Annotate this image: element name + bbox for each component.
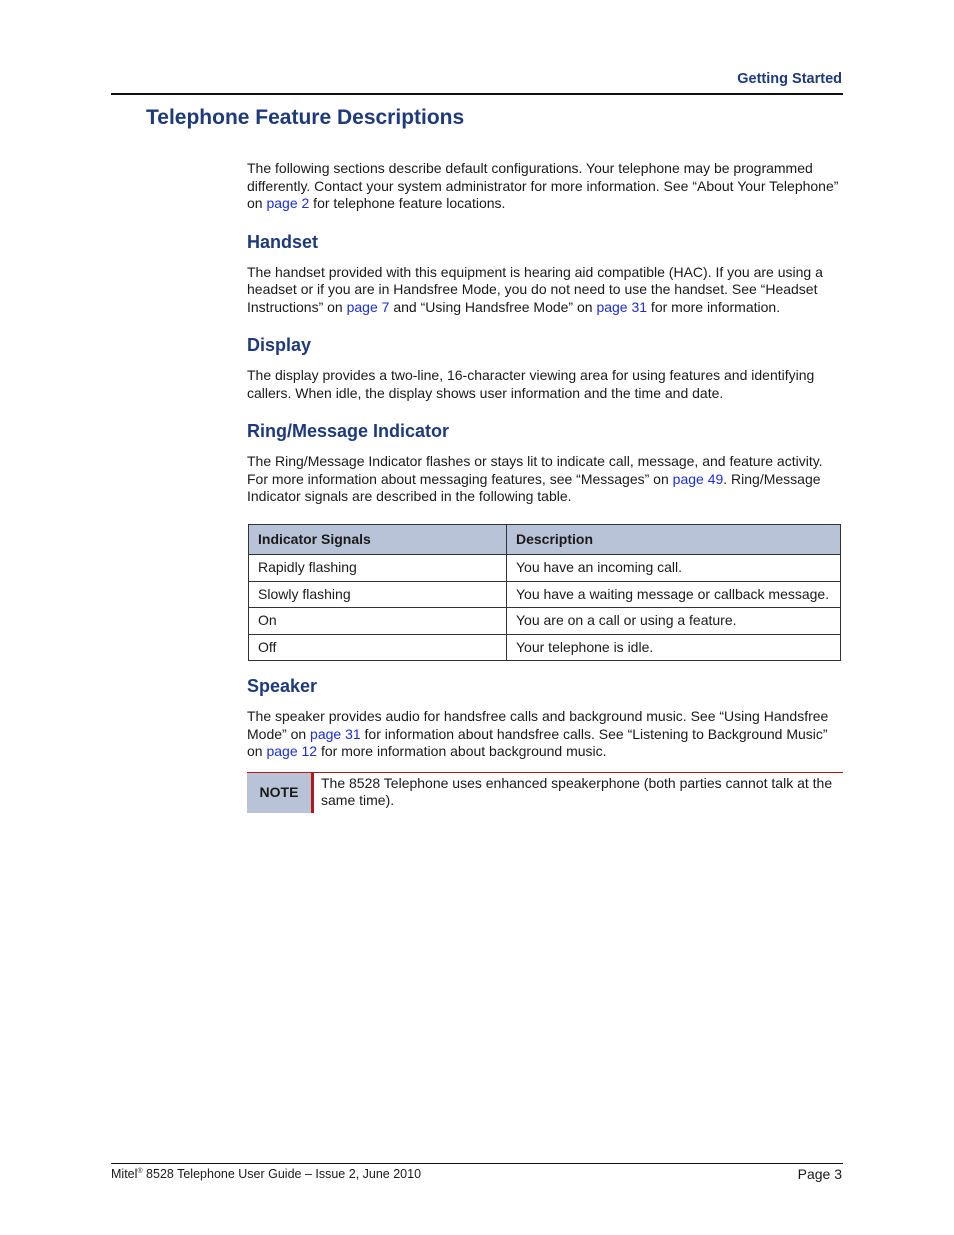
page-7-link[interactable]: page 7 — [346, 298, 390, 315]
table-row — [249, 581, 841, 608]
table-cell: Your telephone is idle. — [507, 634, 841, 661]
speaker-text-3: for more information about background music. — [317, 743, 607, 759]
ring-text-1: The Ring/Message Indicator flashes or stays lit to indicate call, message, and feature activity. For more information about messaging features, see “Messages” on — [247, 453, 823, 487]
table-header-cell: Indicator Signals — [249, 524, 507, 555]
table-cell: You are on a call or using a feature. — [507, 608, 841, 635]
speaker-section — [247, 675, 843, 761]
table-cell: You have an incoming call. — [507, 555, 841, 582]
intro-text: The following sections describe default configurations. Your telephone may be programmed differently. Contact your system administrator for more information. See “About Your Telephone” on — [247, 160, 839, 211]
handset-heading: Handset — [247, 231, 319, 252]
footer-doc: 8528 Telephone User Guide – Issue 2, June 2010 — [142, 1167, 422, 1181]
intro-text-after: for telephone feature locations. — [309, 195, 506, 211]
note-label: NOTE — [247, 773, 314, 813]
table-cell: Off — [249, 634, 507, 661]
footer-rule — [111, 1163, 843, 1164]
page-31-link[interactable]: page 31 — [310, 725, 361, 742]
main-content — [247, 160, 843, 813]
handset-paragraph — [247, 264, 843, 317]
ring-heading: Ring/Message Indicator — [247, 421, 450, 441]
page-12-link[interactable]: page 12 — [266, 743, 318, 759]
handset-text-2: and “Using Handsfree Mode” on — [389, 298, 597, 315]
display-heading: Display — [247, 335, 312, 355]
table-header-cell: Description — [507, 524, 841, 555]
handset-text-1: The handset provided with this equipment is hearing aid compatible (HAC). If you are using a headset or if you are in Handsfree Mode, you do not need to use the handset. See “Headset Instructions” on — [247, 263, 823, 315]
page-31-link[interactable]: page 31 — [596, 298, 648, 315]
page-title: Telephone Feature Descriptions — [146, 106, 465, 129]
table-row — [249, 555, 841, 582]
speaker-text-2: for information about handsfree calls. See “Listening to Background Music” on — [247, 725, 828, 759]
handset-section — [247, 231, 843, 317]
footer-brand: Mitel — [111, 1167, 138, 1181]
speaker-paragraph — [247, 708, 843, 761]
running-header: Getting Started — [737, 71, 842, 87]
page-2-link[interactable]: page 2 — [266, 195, 310, 211]
display-paragraph: The display provides a two-line, 16-character viewing area for using features and identifying callers. When idle, the display shows user information and the time and date. — [247, 367, 815, 401]
table-header-row — [249, 524, 841, 555]
intro-paragraph — [247, 160, 843, 213]
speaker-heading: Speaker — [247, 676, 318, 696]
table-cell: Rapidly flashing — [249, 555, 507, 582]
table-row — [249, 608, 841, 635]
table-row — [249, 634, 841, 661]
note-text: The 8528 Telephone uses enhanced speakerphone (both parties cannot talk at the same time). — [321, 774, 833, 808]
ring-paragraph — [247, 453, 843, 506]
indicator-signals-table — [248, 524, 841, 662]
page-49-link[interactable]: page 49 — [672, 470, 724, 487]
table-cell: On — [249, 608, 507, 635]
handset-text-3: for more information. — [647, 298, 781, 315]
note-box — [247, 772, 843, 813]
speaker-text-1: The speaker provides audio for handsfree calls and background music. See “Using Handsfree Mode” on — [247, 708, 829, 742]
footer-doc-title — [111, 1167, 421, 1181]
ring-section — [247, 420, 843, 661]
table-cell: Slowly flashing — [249, 581, 507, 608]
ring-text-2: . Ring/Message Indicator signals are described in the following table. — [247, 470, 821, 504]
display-section — [247, 334, 843, 402]
registered-mark: ® — [137, 1167, 143, 1175]
page-number: Page 3 — [797, 1166, 842, 1182]
header-rule — [111, 93, 843, 95]
table-cell: You have a waiting message or callback message. — [507, 581, 841, 608]
